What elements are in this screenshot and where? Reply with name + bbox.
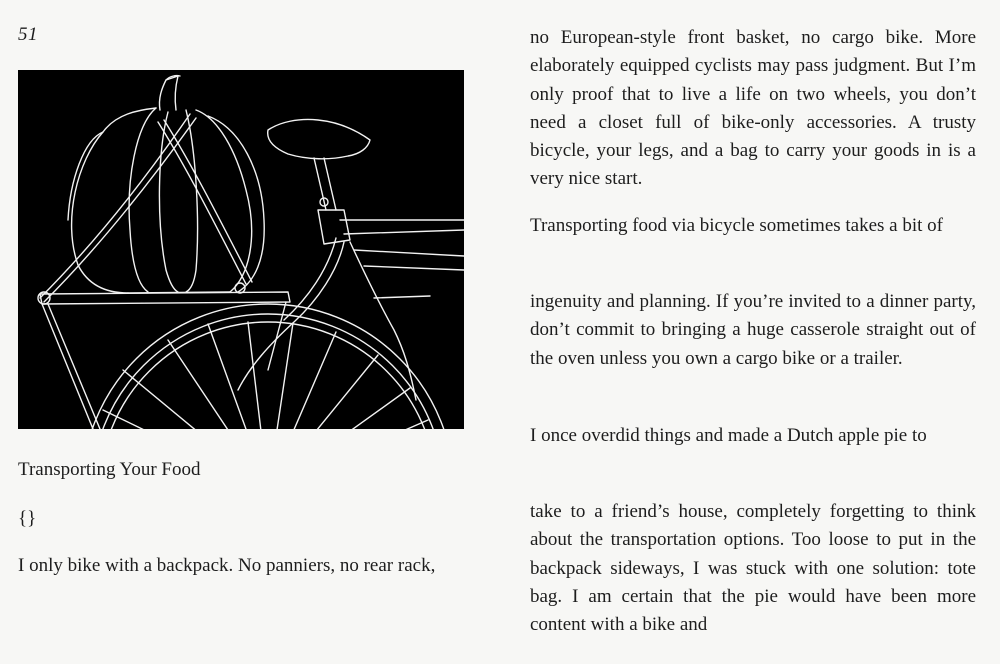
page-number: 51 [18, 24, 38, 45]
body-paragraph: no European-style front basket, no cargo bike. More elaborately equipped cyclists may pass judgment. But I’m only proof that to live a life on two wheels, you don’t need a closet full of bike-only accessories. A trusty bicycle, your legs, and a bag to carry your goods in is a very nice start. [530, 27, 976, 190]
wheel-drawing [82, 304, 454, 429]
figure-caption: Transporting Your Food [18, 459, 201, 480]
body-paragraph: I only bike with a backpack. No panniers, no rear rack, [18, 555, 436, 576]
body-paragraph: ingenuity and planning. If you’re invited to a dinner party, don’t commit to bringing a huge casserole straight out of the oven unless you own a cargo bike or a trailer. [530, 291, 976, 369]
pumpkin-drawing [68, 76, 264, 293]
section-marker: {} [18, 508, 37, 529]
body-paragraph: take to a friend’s house, completely forgetting to think about the transportation options. Too loose to put in the backpack sideways, I was stuck with one solution: tote bag. I am certain that the pie would have been more content with a bike and [530, 501, 976, 636]
body-paragraph: Transporting food via bicycle sometimes takes a bit of [530, 215, 943, 236]
pumpkin-on-bicycle-rack-illustration [18, 70, 464, 429]
body-paragraph: I once overdid things and made a Dutch apple pie to [530, 425, 927, 446]
